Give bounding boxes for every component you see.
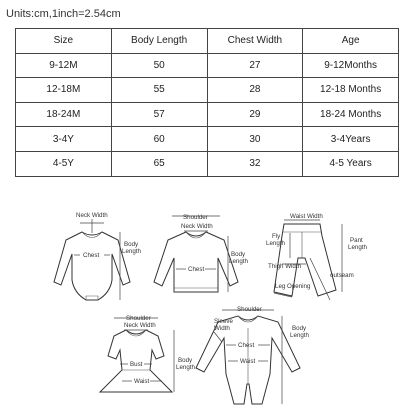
tshirt-chest-label: Chest [188,266,205,273]
tshirt-neck-label: Neck Width [181,223,213,230]
cell-chest-width: 30 [207,127,303,152]
cell-body-length: 57 [111,102,207,127]
tshirt-diagram [154,214,248,292]
cell-chest-width: 27 [207,53,303,78]
table-row [16,53,399,78]
tshirt-length-label-1: Body [231,251,246,258]
dress-length-label-1: Body [178,357,193,364]
dress-bust-label: Bust [130,361,143,368]
romper-shoulder-label: Shoulder [237,306,262,313]
pants-fly-label-1: Fly [272,233,281,240]
dress-neck-label: Neck Width [124,322,156,329]
tshirt-shoulder-label: Shoulder [183,214,208,221]
table-header-row [16,29,399,54]
cell-age: 12-18 Months [303,78,399,103]
cell-age: 18-24 Months [303,102,399,127]
bodysuit-length-label-2: Length [122,248,141,255]
romper-diagram [196,306,309,404]
romper-length-label-2: Length [290,332,309,339]
cell-chest-width: 32 [207,151,303,176]
pants-pant-label-1: Pant [350,237,363,244]
table-row [16,102,399,127]
table-row [16,127,399,152]
pants-fly-label-2: Length [266,240,285,247]
header-chest-width: Chest Width [207,29,303,54]
pants-outseam-label: outseam [330,272,354,279]
cell-chest-width: 29 [207,102,303,127]
table-row [16,151,399,176]
romper-sleeve-label-1: Sleeve [214,318,233,325]
cell-size: 3-4Y [16,127,112,152]
cell-body-length: 55 [111,78,207,103]
cell-body-length: 50 [111,53,207,78]
romper-chest-label: Chest [238,342,255,349]
units-note: Units:cm,1inch=2.54cm [6,8,121,20]
cell-chest-width: 28 [207,78,303,103]
pants-pant-label-2: Length [348,244,367,251]
cell-size: 18-24M [16,102,112,127]
tshirt-length-label-2: Length [229,258,248,265]
dress-waist-label: Waist [134,378,150,385]
dress-diagram [100,315,195,392]
measurement-illustrations [0,200,416,416]
bodysuit-neck-label: Neck Width [76,212,108,219]
pants-thigh-label: Thigh Width [268,263,302,270]
table-row [16,78,399,103]
pants-waist-label: Waist Width [290,213,323,220]
header-age: Age [303,29,399,54]
header-body-length: Body Length [111,29,207,54]
bodysuit-length-label-1: Body [124,241,139,248]
cell-body-length: 60 [111,127,207,152]
bodysuit-chest-label: Chest [83,252,100,259]
header-size: Size [16,29,112,54]
romper-sleeve-label-2: Width [214,325,230,332]
cell-size: 12-18M [16,78,112,103]
cell-size: 4-5Y [16,151,112,176]
romper-waist-label: Waist [240,358,256,365]
size-chart-table [15,28,399,177]
bodysuit-diagram [54,212,141,300]
dress-shoulder-label: Shoulder [126,315,151,322]
cell-body-length: 65 [111,151,207,176]
cell-age: 9-12Months [303,53,399,78]
cell-size: 9-12M [16,53,112,78]
cell-age: 4-5 Years [303,151,399,176]
romper-length-label-1: Body [292,325,307,332]
pants-diagram [266,213,367,300]
dress-length-label-2: Length [176,364,195,371]
cell-age: 3-4Years [303,127,399,152]
pants-leg-label: Leg Opening [275,283,311,290]
